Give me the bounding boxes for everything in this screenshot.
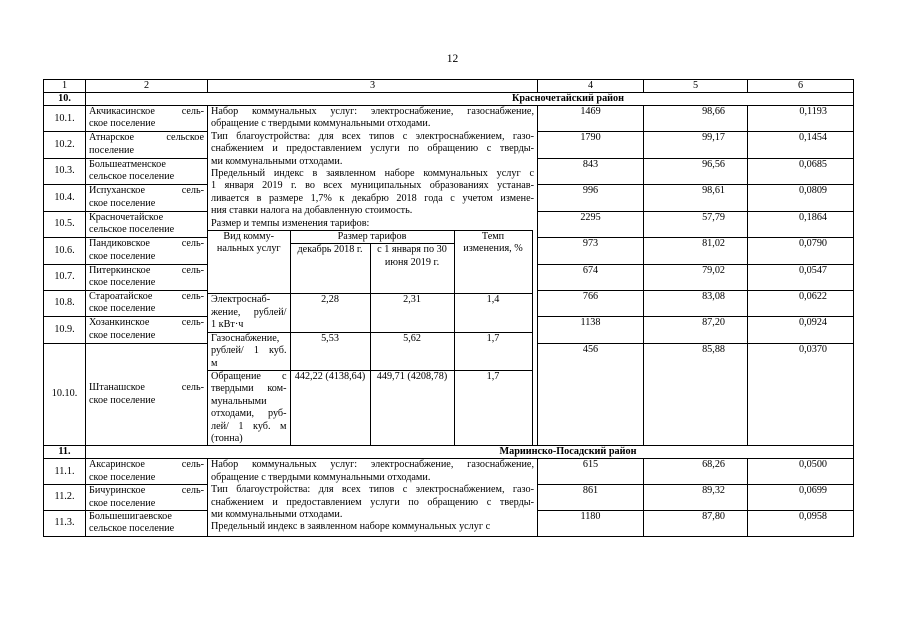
improvement-type-paragraph bbox=[211, 131, 534, 168]
column-4-value: 615 bbox=[538, 459, 644, 485]
column-6-value: 0,0924 bbox=[748, 317, 854, 343]
settlement-name-line-2: ское поселение bbox=[89, 197, 156, 209]
change-rate-header: Темп изменения, % bbox=[454, 231, 532, 294]
tariff-change-rate: 1,7 bbox=[454, 332, 532, 370]
settlement-name-line-2: ское поселение bbox=[89, 303, 156, 315]
settlement-name-line-2: ское поселение bbox=[89, 250, 156, 262]
settlement-name-line-2: ское поселение bbox=[89, 276, 156, 288]
index-paragraph-line: 1 января 2019 г. во всех муниципальных образованиях устанав- bbox=[211, 180, 534, 192]
column-6-value: 0,0790 bbox=[748, 238, 854, 264]
column-6-value: 0,0547 bbox=[748, 264, 854, 290]
service-type-header: Вид комму- нальных услуг bbox=[208, 231, 290, 294]
improvement-type-paragraph-line: ми коммунальными отходами. bbox=[211, 155, 343, 167]
tariffs-caption: Размер и темпы изменения тарифов: bbox=[211, 217, 370, 229]
services-set-paragraph bbox=[211, 106, 534, 131]
row-number: 10.2. bbox=[44, 132, 86, 158]
column-4-value: 861 bbox=[538, 485, 644, 511]
settlement-name-line-2: ское поселение bbox=[89, 118, 156, 130]
service-name-line: лей/ 1 куб. м bbox=[211, 420, 287, 432]
settlement-name bbox=[86, 290, 208, 316]
column-header-2: 2 bbox=[86, 80, 208, 93]
row-number: 10.6. bbox=[44, 238, 86, 264]
settlement-name-line-1: Атнарское сельское bbox=[89, 132, 204, 144]
settlement-name bbox=[86, 132, 208, 158]
services-set-paragraph-line: Набор коммунальных услуг: электроснабжение, газоснабжение, bbox=[211, 106, 534, 117]
column-6-value: 0,1454 bbox=[748, 132, 854, 158]
column-4-value: 973 bbox=[538, 238, 644, 264]
table-row bbox=[44, 106, 854, 132]
column-4-value: 1180 bbox=[538, 510, 644, 536]
services-description bbox=[208, 459, 538, 536]
service-name-line: твердыми ком- bbox=[211, 383, 287, 395]
tariff-change-rate: 1,4 bbox=[454, 294, 532, 332]
settlement-name bbox=[86, 158, 208, 184]
improvement-type-paragraph bbox=[211, 484, 534, 521]
tariff-row bbox=[208, 294, 532, 332]
service-name-line: отходами, руб- bbox=[211, 408, 287, 420]
tariff-row bbox=[208, 370, 532, 445]
january-june-2019-header: с 1 января по 30 июня 2019 г. bbox=[370, 244, 454, 294]
tariff-december: 5,53 bbox=[290, 332, 370, 370]
december-2018-header: декабрь 2018 г. bbox=[290, 244, 370, 294]
settlement-name-line-1: Испуханское сель- bbox=[89, 185, 204, 197]
column-5-value: 79,02 bbox=[644, 264, 748, 290]
tariff-january: 2,31 bbox=[370, 294, 454, 332]
settlement-name-line-2: сельское поселение bbox=[89, 224, 175, 236]
column-6-value: 0,0699 bbox=[748, 485, 854, 511]
column-header-4: 4 bbox=[538, 80, 644, 93]
improvement-type-paragraph-line: Тип благоустройства: для всех типов с электроснабжением, газо- bbox=[211, 130, 534, 142]
settlement-name bbox=[86, 238, 208, 264]
column-4-value: 1138 bbox=[538, 317, 644, 343]
settlement-name-line-1: Штанашское сель- bbox=[89, 382, 204, 394]
column-number-row bbox=[44, 80, 854, 93]
column-5-value: 85,88 bbox=[644, 343, 748, 446]
settlement-name-line-1: Питеркинское сель- bbox=[89, 264, 204, 276]
section-number: 11. bbox=[44, 446, 86, 459]
settlement-name-line-1: Бичуринское сель- bbox=[89, 485, 204, 497]
row-number: 11.2. bbox=[44, 485, 86, 511]
column-6-value: 0,0500 bbox=[748, 459, 854, 485]
tariff-january: 449,71 (4208,78) bbox=[370, 370, 454, 445]
settlement-name bbox=[86, 264, 208, 290]
settlement-name bbox=[86, 317, 208, 343]
column-6-value: 0,1864 bbox=[748, 211, 854, 237]
column-5-value: 68,26 bbox=[644, 459, 748, 485]
column-5-value: 81,02 bbox=[644, 238, 748, 264]
service-name-line: Обращение с bbox=[211, 370, 287, 382]
index-paragraph-line: ливается в размере 1,7% к декабрю 2018 года с учетом измене- bbox=[211, 192, 534, 204]
settlement-name-line-2: сельское поселение bbox=[89, 171, 175, 183]
settlement-name-line-1: Хозанкинское сель- bbox=[89, 317, 204, 329]
column-header-3: 3 bbox=[208, 80, 538, 93]
column-6-value: 0,0685 bbox=[748, 158, 854, 184]
service-name-line: (тонна) bbox=[211, 432, 243, 444]
service-name bbox=[208, 294, 290, 332]
index-paragraph-line: ния ставки налога на добавленную стоимость. bbox=[211, 205, 413, 217]
service-name bbox=[208, 332, 290, 370]
tariff-row bbox=[208, 332, 532, 370]
page-number: 12 bbox=[446, 53, 459, 65]
settlement-name bbox=[86, 211, 208, 237]
settlement-name-line-1: Пандиковское сель- bbox=[89, 238, 204, 250]
row-number: 10.8. bbox=[44, 290, 86, 316]
settlement-name-line-1: Большеатменское bbox=[89, 158, 166, 170]
tariff-january: 5,62 bbox=[370, 332, 454, 370]
settlement-name bbox=[86, 343, 208, 446]
column-4-value: 456 bbox=[538, 343, 644, 446]
settlement-name bbox=[86, 459, 208, 485]
tariff-december: 442,22 (4138,64) bbox=[290, 370, 370, 445]
column-4-value: 766 bbox=[538, 290, 644, 316]
column-6-value: 0,0622 bbox=[748, 290, 854, 316]
row-number: 10.7. bbox=[44, 264, 86, 290]
column-header-6: 6 bbox=[748, 80, 854, 93]
column-5-value: 89,32 bbox=[644, 485, 748, 511]
table-row bbox=[44, 459, 854, 485]
column-6-value: 0,0370 bbox=[748, 343, 854, 446]
column-4-value: 843 bbox=[538, 158, 644, 184]
row-number: 10.1. bbox=[44, 106, 86, 132]
row-number: 11.3. bbox=[44, 510, 86, 536]
row-number: 10.10. bbox=[44, 343, 86, 446]
column-6-value: 0,1193 bbox=[748, 106, 854, 132]
column-5-value: 98,66 bbox=[644, 106, 748, 132]
settlement-name-line-1: Большешигаевское bbox=[89, 510, 172, 522]
settlement-name bbox=[86, 485, 208, 511]
improvement-type-paragraph-line: снабжением и предоставлением услуги по обращению с тверды- bbox=[211, 143, 534, 155]
service-name-line: Электроснаб- bbox=[211, 294, 271, 306]
service-name-line: мунальными bbox=[211, 395, 267, 407]
column-6-value: 0,0958 bbox=[748, 510, 854, 536]
column-5-value: 87,20 bbox=[644, 317, 748, 343]
column-6-value: 0,0809 bbox=[748, 185, 854, 211]
index-paragraph-line: Предельный индекс в заявленном наборе коммунальных услуг с bbox=[211, 521, 491, 533]
settlement-name bbox=[86, 185, 208, 211]
service-name-line: 1 кВт·ч bbox=[211, 319, 244, 331]
column-header-5: 5 bbox=[644, 80, 748, 93]
column-header-1: 1 bbox=[44, 80, 86, 93]
settlement-name-line-2: сельское поселение bbox=[89, 523, 175, 535]
index-paragraph bbox=[211, 521, 534, 533]
service-name-line: м bbox=[211, 357, 218, 369]
service-name-line: Газоснабжение, bbox=[211, 332, 280, 344]
column-5-value: 57,79 bbox=[644, 211, 748, 237]
column-4-value: 996 bbox=[538, 185, 644, 211]
services-description bbox=[208, 106, 538, 446]
tariff-index-table bbox=[43, 79, 854, 537]
row-number: 10.4. bbox=[44, 185, 86, 211]
tariff-december: 2,28 bbox=[290, 294, 370, 332]
column-4-value: 1469 bbox=[538, 106, 644, 132]
row-number: 11.1. bbox=[44, 459, 86, 485]
settlement-name-line-1: Красночетайское bbox=[89, 211, 164, 223]
tariff-size-header: Размер тарифов bbox=[290, 231, 454, 244]
services-set-paragraph-line: обращение с твердыми коммунальными отходами. bbox=[211, 118, 431, 130]
index-paragraph-line: Предельный индекс в заявленном наборе коммунальных услуг с bbox=[211, 168, 534, 180]
section-title: Красночетайский район bbox=[86, 93, 854, 106]
settlement-name-line-2: поселение bbox=[89, 144, 134, 156]
settlement-name-line-2: ское поселение bbox=[89, 497, 156, 509]
settlement-name bbox=[86, 106, 208, 132]
column-5-value: 83,08 bbox=[644, 290, 748, 316]
column-4-value: 674 bbox=[538, 264, 644, 290]
row-number: 10.3. bbox=[44, 158, 86, 184]
settlement-name-line-1: Аксаринское сель- bbox=[89, 459, 204, 471]
settlement-name-line-2: ское поселение bbox=[89, 471, 156, 483]
row-number: 10.5. bbox=[44, 211, 86, 237]
tariff-rates-table bbox=[208, 230, 533, 445]
service-name-line: рублей/ 1 куб. bbox=[211, 345, 287, 357]
services-set-paragraph-line: Набор коммунальных услуг: электроснабжение, газоснабжение, bbox=[211, 459, 534, 471]
services-set-paragraph-line: обращение с твердыми коммунальными отходами. bbox=[211, 471, 431, 483]
settlement-name-line-1: Акчикасинское сель- bbox=[89, 106, 204, 117]
settlement-name-line-1: Староатайское сель- bbox=[89, 290, 204, 302]
improvement-type-paragraph-line: Тип благоустройства: для всех типов с электроснабжением, газо- bbox=[211, 484, 534, 496]
settlement-name bbox=[86, 510, 208, 536]
section-title: Мариинско-Посадский район bbox=[86, 446, 854, 459]
row-number: 10.9. bbox=[44, 317, 86, 343]
column-5-value: 96,56 bbox=[644, 158, 748, 184]
improvement-type-paragraph-line: снабжением и предоставлением услуги по обращению с тверды- bbox=[211, 496, 534, 508]
column-5-value: 87,80 bbox=[644, 510, 748, 536]
improvement-type-paragraph-line: ми коммунальными отходами. bbox=[211, 508, 343, 520]
column-5-value: 98,61 bbox=[644, 185, 748, 211]
column-4-value: 2295 bbox=[538, 211, 644, 237]
index-paragraph bbox=[211, 168, 534, 218]
section-header-row bbox=[44, 93, 854, 106]
services-set-paragraph bbox=[211, 459, 534, 484]
service-name-line: жение, рублей/ bbox=[211, 306, 287, 318]
section-number: 10. bbox=[44, 93, 86, 106]
column-4-value: 1790 bbox=[538, 132, 644, 158]
settlement-name-line-2: ское поселение bbox=[89, 329, 156, 341]
section-header-row bbox=[44, 446, 854, 459]
column-5-value: 99,17 bbox=[644, 132, 748, 158]
service-name bbox=[208, 370, 290, 445]
settlement-name-line-2: ское поселение bbox=[89, 394, 156, 406]
tariff-change-rate: 1,7 bbox=[454, 370, 532, 445]
